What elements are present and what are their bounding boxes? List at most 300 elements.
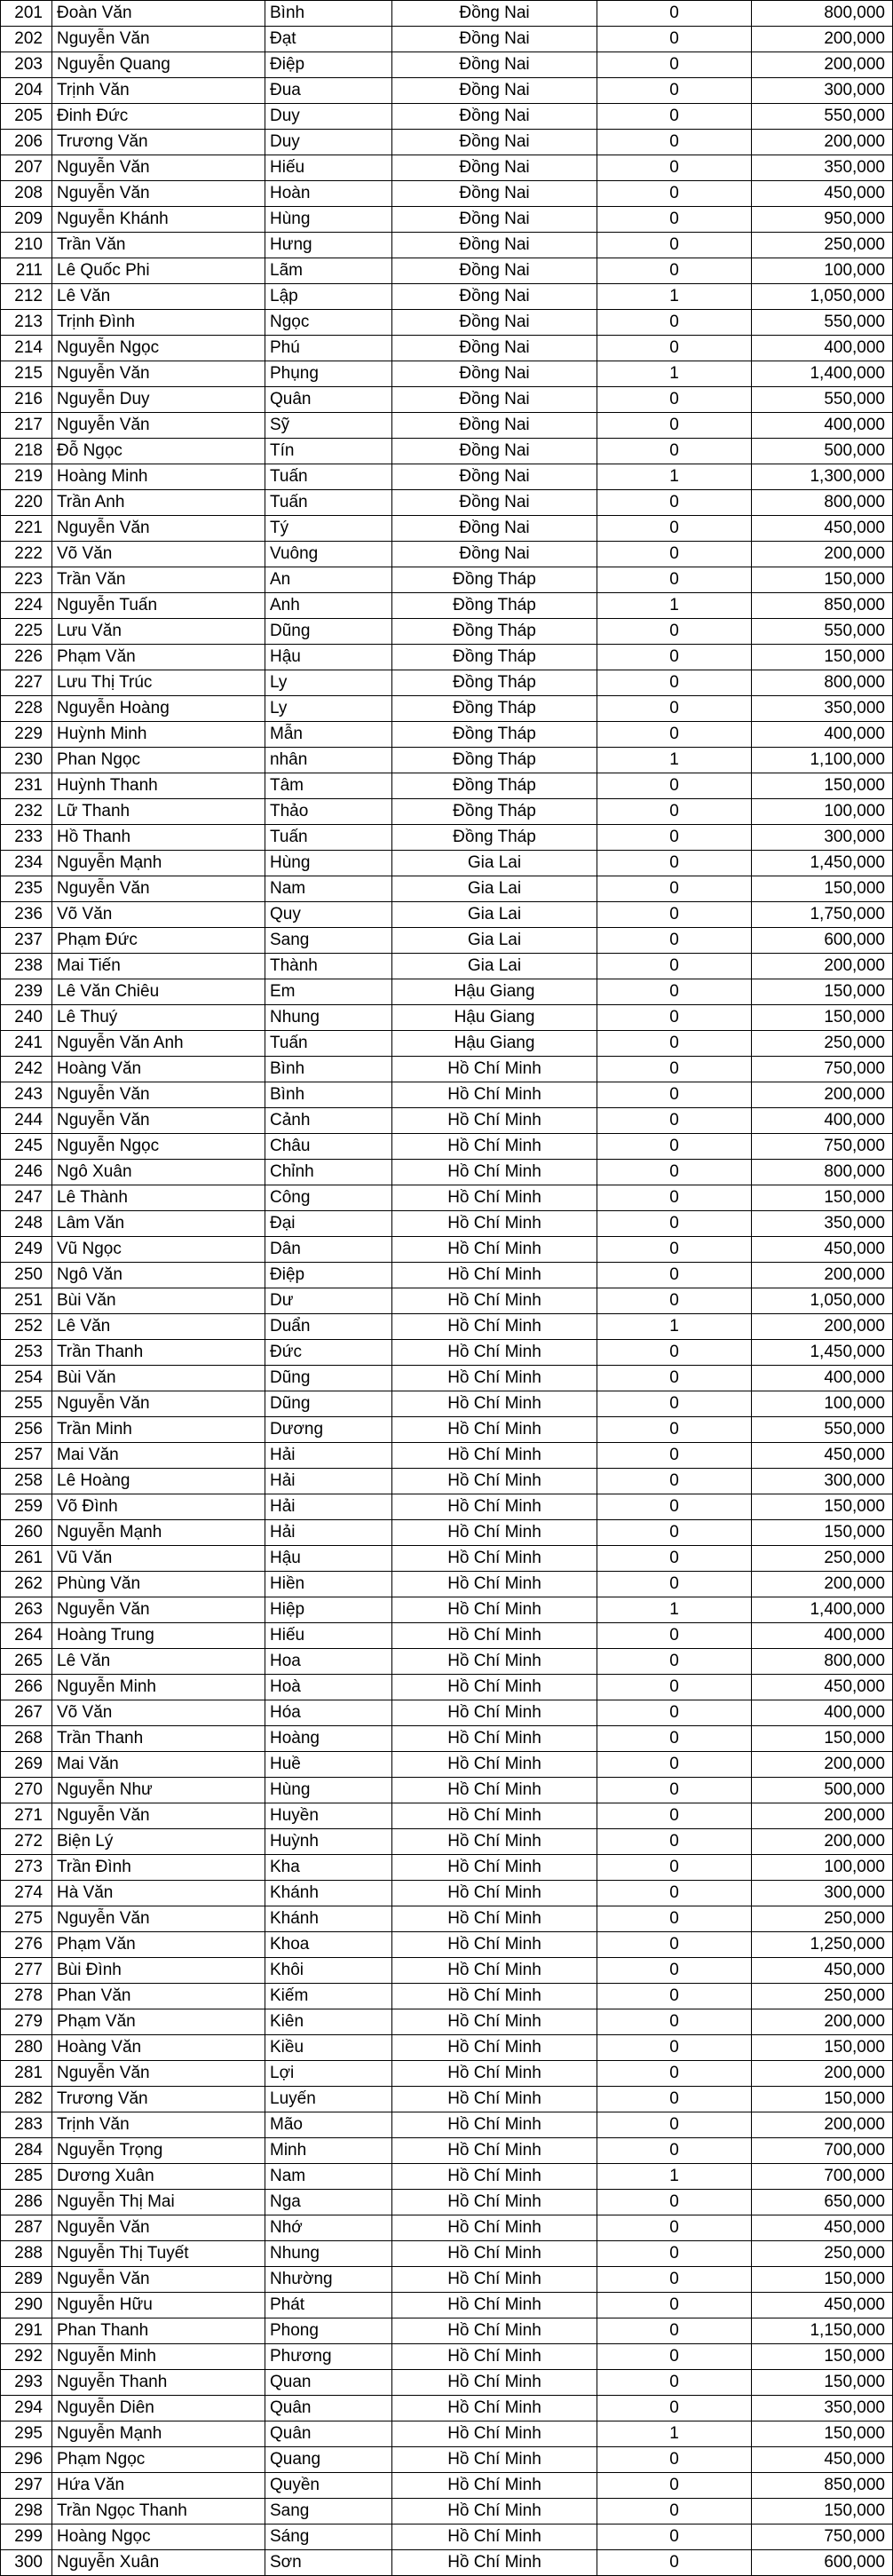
given-name-cell: Đạt (265, 27, 392, 52)
row-number: 287 (1, 2215, 52, 2241)
amount-cell: 850,000 (752, 2473, 893, 2499)
row-number: 263 (1, 1597, 52, 1623)
amount-cell: 650,000 (752, 2190, 893, 2215)
row-number: 253 (1, 1340, 52, 1366)
province-cell: Hồ Chí Minh (392, 2138, 597, 2164)
row-number: 264 (1, 1623, 52, 1649)
amount-cell: 350,000 (752, 696, 893, 722)
amount-cell: 400,000 (752, 1623, 893, 1649)
table-row (1, 2267, 893, 2293)
table-row (1, 2344, 893, 2370)
province-cell: Đồng Tháp (392, 825, 597, 851)
table-row (1, 825, 893, 851)
count-cell: 0 (597, 799, 752, 825)
given-name-cell: Bình (265, 1057, 392, 1082)
given-name-cell: Đức (265, 1340, 392, 1366)
province-cell: Hồ Chí Minh (392, 1932, 597, 1958)
province-cell: Đồng Nai (392, 361, 597, 387)
province-cell: Hồ Chí Minh (392, 1211, 597, 1237)
row-number: 201 (1, 1, 52, 27)
surname-cell: Dương Xuân (52, 2164, 265, 2190)
count-cell: 1 (597, 593, 752, 619)
given-name-cell: Bình (265, 1082, 392, 1108)
given-name-cell: Lợi (265, 2061, 392, 2087)
count-cell: 0 (597, 1700, 752, 1726)
province-cell: Hồ Chí Minh (392, 1366, 597, 1391)
row-number: 283 (1, 2112, 52, 2138)
row-number: 234 (1, 851, 52, 876)
given-name-cell: Thảo (265, 799, 392, 825)
row-number: 294 (1, 2396, 52, 2421)
count-cell: 0 (597, 2447, 752, 2473)
province-cell: Đồng Nai (392, 155, 597, 181)
count-cell: 0 (597, 1211, 752, 1237)
amount-cell: 800,000 (752, 490, 893, 516)
province-cell: Hồ Chí Minh (392, 1906, 597, 1932)
province-cell: Hồ Chí Minh (392, 1417, 597, 1443)
province-cell: Hồ Chí Minh (392, 2499, 597, 2524)
amount-cell: 1,750,000 (752, 902, 893, 928)
given-name-cell: Nam (265, 2164, 392, 2190)
surname-cell: Nguyễn Văn (52, 361, 265, 387)
row-number: 211 (1, 258, 52, 284)
table-row (1, 207, 893, 233)
surname-cell: Nguyễn Văn (52, 516, 265, 542)
province-cell: Hồ Chí Minh (392, 2293, 597, 2318)
province-cell: Hồ Chí Minh (392, 1391, 597, 1417)
province-cell: Đồng Tháp (392, 799, 597, 825)
amount-cell: 250,000 (752, 2241, 893, 2267)
row-number: 296 (1, 2447, 52, 2473)
surname-cell: Nguyễn Tuấn (52, 593, 265, 619)
province-cell: Hồ Chí Minh (392, 2241, 597, 2267)
row-number: 260 (1, 1520, 52, 1546)
given-name-cell: Chỉnh (265, 1160, 392, 1185)
given-name-cell: Dư (265, 1288, 392, 1314)
surname-cell: Huỳnh Minh (52, 722, 265, 748)
amount-cell: 250,000 (752, 1906, 893, 1932)
given-name-cell: Nhớ (265, 2215, 392, 2241)
amount-cell: 200,000 (752, 27, 893, 52)
given-name-cell: Kiếm (265, 1984, 392, 2009)
row-number: 252 (1, 1314, 52, 1340)
amount-cell: 200,000 (752, 130, 893, 155)
province-cell: Đồng Nai (392, 1, 597, 27)
amount-cell: 250,000 (752, 233, 893, 258)
row-number: 280 (1, 2035, 52, 2061)
table-row (1, 2190, 893, 2215)
surname-cell: Trần Văn (52, 567, 265, 593)
row-number: 256 (1, 1417, 52, 1443)
surname-cell: Huỳnh Thanh (52, 773, 265, 799)
given-name-cell: Hoàng (265, 1726, 392, 1752)
province-cell: Đồng Nai (392, 284, 597, 310)
row-number: 289 (1, 2267, 52, 2293)
amount-cell: 400,000 (752, 1700, 893, 1726)
row-number: 266 (1, 1675, 52, 1700)
given-name-cell: Tuấn (265, 490, 392, 516)
row-number: 223 (1, 567, 52, 593)
row-number: 214 (1, 336, 52, 361)
surname-cell: Nguyễn Ngọc (52, 1134, 265, 1160)
row-number: 292 (1, 2344, 52, 2370)
surname-cell: Hoàng Trung (52, 1623, 265, 1649)
row-number: 298 (1, 2499, 52, 2524)
table-row (1, 27, 893, 52)
given-name-cell: Khôi (265, 1958, 392, 1984)
count-cell: 0 (597, 490, 752, 516)
row-number: 293 (1, 2370, 52, 2396)
count-cell: 0 (597, 207, 752, 233)
given-name-cell: Hùng (265, 207, 392, 233)
amount-cell: 150,000 (752, 1726, 893, 1752)
table-row (1, 1494, 893, 1520)
count-cell: 0 (597, 2550, 752, 2576)
amount-cell: 150,000 (752, 979, 893, 1005)
surname-cell: Phan Ngọc (52, 748, 265, 773)
table-row (1, 773, 893, 799)
province-cell: Đồng Tháp (392, 567, 597, 593)
count-cell: 0 (597, 1288, 752, 1314)
row-number: 216 (1, 387, 52, 413)
row-number: 273 (1, 1855, 52, 1881)
surname-cell: Nguyễn Văn (52, 1906, 265, 1932)
row-number: 245 (1, 1134, 52, 1160)
table-row (1, 1057, 893, 1082)
province-cell: Đồng Nai (392, 542, 597, 567)
amount-cell: 1,400,000 (752, 1597, 893, 1623)
given-name-cell: Minh (265, 2138, 392, 2164)
province-cell: Hậu Giang (392, 1005, 597, 1031)
amount-cell: 1,050,000 (752, 1288, 893, 1314)
table-row (1, 2241, 893, 2267)
surname-cell: Biện Lý (52, 1829, 265, 1855)
given-name-cell: Ly (265, 696, 392, 722)
row-number: 213 (1, 310, 52, 336)
province-cell: Hồ Chí Minh (392, 2421, 597, 2447)
count-cell: 0 (597, 1005, 752, 1031)
given-name-cell: Duy (265, 130, 392, 155)
table-row (1, 1649, 893, 1675)
given-name-cell: Quân (265, 2421, 392, 2447)
province-cell: Hồ Chí Minh (392, 1134, 597, 1160)
row-number: 281 (1, 2061, 52, 2087)
province-cell: Hồ Chí Minh (392, 1263, 597, 1288)
count-cell: 0 (597, 2267, 752, 2293)
surname-cell: Nguyễn Duy (52, 387, 265, 413)
given-name-cell: Cảnh (265, 1108, 392, 1134)
count-cell: 0 (597, 78, 752, 104)
surname-cell: Võ Đình (52, 1494, 265, 1520)
given-name-cell: Hiếu (265, 155, 392, 181)
given-name-cell: Tuấn (265, 825, 392, 851)
surname-cell: Nguyễn Văn (52, 413, 265, 439)
row-number: 208 (1, 181, 52, 207)
table-row (1, 1391, 893, 1417)
row-number: 279 (1, 2009, 52, 2035)
row-number: 221 (1, 516, 52, 542)
count-cell: 0 (597, 2241, 752, 2267)
amount-cell: 200,000 (752, 1572, 893, 1597)
table-row (1, 1984, 893, 2009)
amount-cell: 150,000 (752, 1494, 893, 1520)
table-row (1, 104, 893, 130)
row-number: 277 (1, 1958, 52, 1984)
amount-cell: 200,000 (752, 2112, 893, 2138)
table-row (1, 1314, 893, 1340)
row-number: 206 (1, 130, 52, 155)
given-name-cell: Dũng (265, 1391, 392, 1417)
surname-cell: Mai Văn (52, 1752, 265, 1778)
surname-cell: Phạm Văn (52, 1932, 265, 1958)
given-name-cell: Hóa (265, 1700, 392, 1726)
surname-cell: Trần Ngọc Thanh (52, 2499, 265, 2524)
row-number: 220 (1, 490, 52, 516)
row-number: 232 (1, 799, 52, 825)
row-number: 218 (1, 439, 52, 464)
surname-cell: Lê Thành (52, 1185, 265, 1211)
amount-cell: 450,000 (752, 516, 893, 542)
table-row (1, 748, 893, 773)
province-cell: Hậu Giang (392, 1031, 597, 1057)
row-number: 249 (1, 1237, 52, 1263)
table-row (1, 78, 893, 104)
count-cell: 0 (597, 542, 752, 567)
amount-cell: 200,000 (752, 1082, 893, 1108)
row-number: 290 (1, 2293, 52, 2318)
count-cell: 0 (597, 1520, 752, 1546)
row-number: 231 (1, 773, 52, 799)
row-number: 210 (1, 233, 52, 258)
given-name-cell: Phú (265, 336, 392, 361)
table-row (1, 1005, 893, 1031)
count-cell: 0 (597, 1649, 752, 1675)
row-number: 244 (1, 1108, 52, 1134)
table-row (1, 1469, 893, 1494)
province-cell: Hồ Chí Minh (392, 2396, 597, 2421)
count-cell: 0 (597, 876, 752, 902)
count-cell: 0 (597, 645, 752, 670)
given-name-cell: Tý (265, 516, 392, 542)
amount-cell: 200,000 (752, 1752, 893, 1778)
count-cell: 0 (597, 1443, 752, 1469)
amount-cell: 1,100,000 (752, 748, 893, 773)
count-cell: 0 (597, 155, 752, 181)
count-cell: 0 (597, 1340, 752, 1366)
table-row (1, 1881, 893, 1906)
surname-cell: Nguyễn Mạnh (52, 1520, 265, 1546)
given-name-cell: Tuấn (265, 464, 392, 490)
count-cell: 0 (597, 413, 752, 439)
province-cell: Đồng Nai (392, 439, 597, 464)
surname-cell: Nguyễn Thanh (52, 2370, 265, 2396)
table-row (1, 722, 893, 748)
given-name-cell: Hải (265, 1443, 392, 1469)
surname-cell: Bùi Văn (52, 1288, 265, 1314)
table-row (1, 1082, 893, 1108)
amount-cell: 450,000 (752, 2215, 893, 2241)
amount-cell: 150,000 (752, 2087, 893, 2112)
surname-cell: Võ Văn (52, 902, 265, 928)
given-name-cell: Tuấn (265, 1031, 392, 1057)
table-row (1, 1958, 893, 1984)
count-cell: 0 (597, 696, 752, 722)
province-cell: Đồng Tháp (392, 696, 597, 722)
row-number: 299 (1, 2524, 52, 2550)
surname-cell: Ngô Văn (52, 1263, 265, 1288)
province-cell: Hồ Chí Minh (392, 1494, 597, 1520)
table-row (1, 1263, 893, 1288)
count-cell: 0 (597, 233, 752, 258)
surname-cell: Nguyễn Hữu (52, 2293, 265, 2318)
surname-cell: Mai Văn (52, 1443, 265, 1469)
amount-cell: 300,000 (752, 825, 893, 851)
row-number: 274 (1, 1881, 52, 1906)
surname-cell: Nguyễn Minh (52, 1675, 265, 1700)
count-cell: 0 (597, 2035, 752, 2061)
table-row (1, 2035, 893, 2061)
table-row (1, 336, 893, 361)
given-name-cell: Hải (265, 1494, 392, 1520)
surname-cell: Nguyễn Văn (52, 2061, 265, 2087)
given-name-cell: Nhường (265, 2267, 392, 2293)
table-row (1, 902, 893, 928)
count-cell: 1 (597, 748, 752, 773)
table-row (1, 979, 893, 1005)
count-cell: 0 (597, 2190, 752, 2215)
amount-cell: 100,000 (752, 799, 893, 825)
table-row (1, 1443, 893, 1469)
surname-cell: Phạm Đức (52, 928, 265, 954)
province-cell: Đồng Tháp (392, 748, 597, 773)
surname-cell: Lê Văn (52, 284, 265, 310)
surname-cell: Phùng Văn (52, 1572, 265, 1597)
count-cell: 0 (597, 954, 752, 979)
surname-cell: Nguyễn Mạnh (52, 2421, 265, 2447)
province-cell: Đồng Nai (392, 490, 597, 516)
province-cell: Hồ Chí Minh (392, 2190, 597, 2215)
row-number: 239 (1, 979, 52, 1005)
amount-cell: 1,250,000 (752, 1932, 893, 1958)
province-cell: Hồ Chí Minh (392, 2318, 597, 2344)
count-cell: 0 (597, 1, 752, 27)
given-name-cell: Hải (265, 1469, 392, 1494)
table-row (1, 1160, 893, 1185)
table-row (1, 2473, 893, 2499)
amount-cell: 750,000 (752, 2524, 893, 2550)
surname-cell: Lê Văn (52, 1649, 265, 1675)
amount-cell: 150,000 (752, 2267, 893, 2293)
table-row (1, 1752, 893, 1778)
amount-cell: 450,000 (752, 1958, 893, 1984)
count-cell: 0 (597, 1855, 752, 1881)
table-row (1, 954, 893, 979)
amount-cell: 150,000 (752, 567, 893, 593)
table-row (1, 1726, 893, 1752)
amount-cell: 600,000 (752, 928, 893, 954)
count-cell: 0 (597, 2138, 752, 2164)
surname-cell: Hồ Thanh (52, 825, 265, 851)
province-cell: Hồ Chí Minh (392, 2215, 597, 2241)
surname-cell: Mai Tiến (52, 954, 265, 979)
province-cell: Hồ Chí Minh (392, 1778, 597, 1803)
table-row (1, 439, 893, 464)
table-row (1, 799, 893, 825)
amount-cell: 250,000 (752, 1031, 893, 1057)
province-cell: Hồ Chí Minh (392, 1108, 597, 1134)
surname-cell: Bùi Đình (52, 1958, 265, 1984)
given-name-cell: Hùng (265, 1778, 392, 1803)
table-row (1, 567, 893, 593)
amount-cell: 300,000 (752, 78, 893, 104)
count-cell: 0 (597, 567, 752, 593)
surname-cell: Nguyễn Thị Mai (52, 2190, 265, 2215)
given-name-cell: Quyền (265, 2473, 392, 2499)
given-name-cell: Kha (265, 1855, 392, 1881)
count-cell: 0 (597, 902, 752, 928)
province-cell: Đồng Nai (392, 78, 597, 104)
amount-cell: 500,000 (752, 439, 893, 464)
count-cell: 0 (597, 1031, 752, 1057)
table-row (1, 1211, 893, 1237)
amount-cell: 800,000 (752, 1649, 893, 1675)
table-row (1, 1417, 893, 1443)
province-cell: Hồ Chí Minh (392, 1082, 597, 1108)
row-number: 257 (1, 1443, 52, 1469)
province-cell: Hồ Chí Minh (392, 1829, 597, 1855)
surname-cell: Trịnh Văn (52, 2112, 265, 2138)
province-cell: Hồ Chí Minh (392, 2550, 597, 2576)
row-number: 275 (1, 1906, 52, 1932)
province-cell: Hậu Giang (392, 979, 597, 1005)
amount-cell: 250,000 (752, 1546, 893, 1572)
row-number: 217 (1, 413, 52, 439)
amount-cell: 150,000 (752, 1520, 893, 1546)
amount-cell: 300,000 (752, 1469, 893, 1494)
province-cell: Đồng Tháp (392, 645, 597, 670)
given-name-cell: Điệp (265, 1263, 392, 1288)
table-row (1, 1366, 893, 1391)
given-name-cell: Khánh (265, 1881, 392, 1906)
table-row (1, 1700, 893, 1726)
table-row (1, 2524, 893, 2550)
row-number: 203 (1, 52, 52, 78)
given-name-cell: Quang (265, 2447, 392, 2473)
given-name-cell: Mẫn (265, 722, 392, 748)
province-cell: Đồng Nai (392, 413, 597, 439)
amount-cell: 350,000 (752, 155, 893, 181)
surname-cell: Nguyễn Minh (52, 2344, 265, 2370)
row-number: 225 (1, 619, 52, 645)
given-name-cell: Quân (265, 2396, 392, 2421)
count-cell: 0 (597, 2499, 752, 2524)
amount-cell: 700,000 (752, 2164, 893, 2190)
given-name-cell: Dân (265, 1237, 392, 1263)
count-cell: 0 (597, 1391, 752, 1417)
province-cell: Hồ Chí Minh (392, 2164, 597, 2190)
province-cell: Hồ Chí Minh (392, 2370, 597, 2396)
table-row (1, 1237, 893, 1263)
count-cell: 0 (597, 387, 752, 413)
given-name-cell: Ly (265, 670, 392, 696)
count-cell: 0 (597, 2524, 752, 2550)
province-cell: Đồng Nai (392, 310, 597, 336)
amount-cell: 1,150,000 (752, 2318, 893, 2344)
surname-cell: Lâm Văn (52, 1211, 265, 1237)
amount-cell: 950,000 (752, 207, 893, 233)
row-number: 227 (1, 670, 52, 696)
table-row (1, 2112, 893, 2138)
